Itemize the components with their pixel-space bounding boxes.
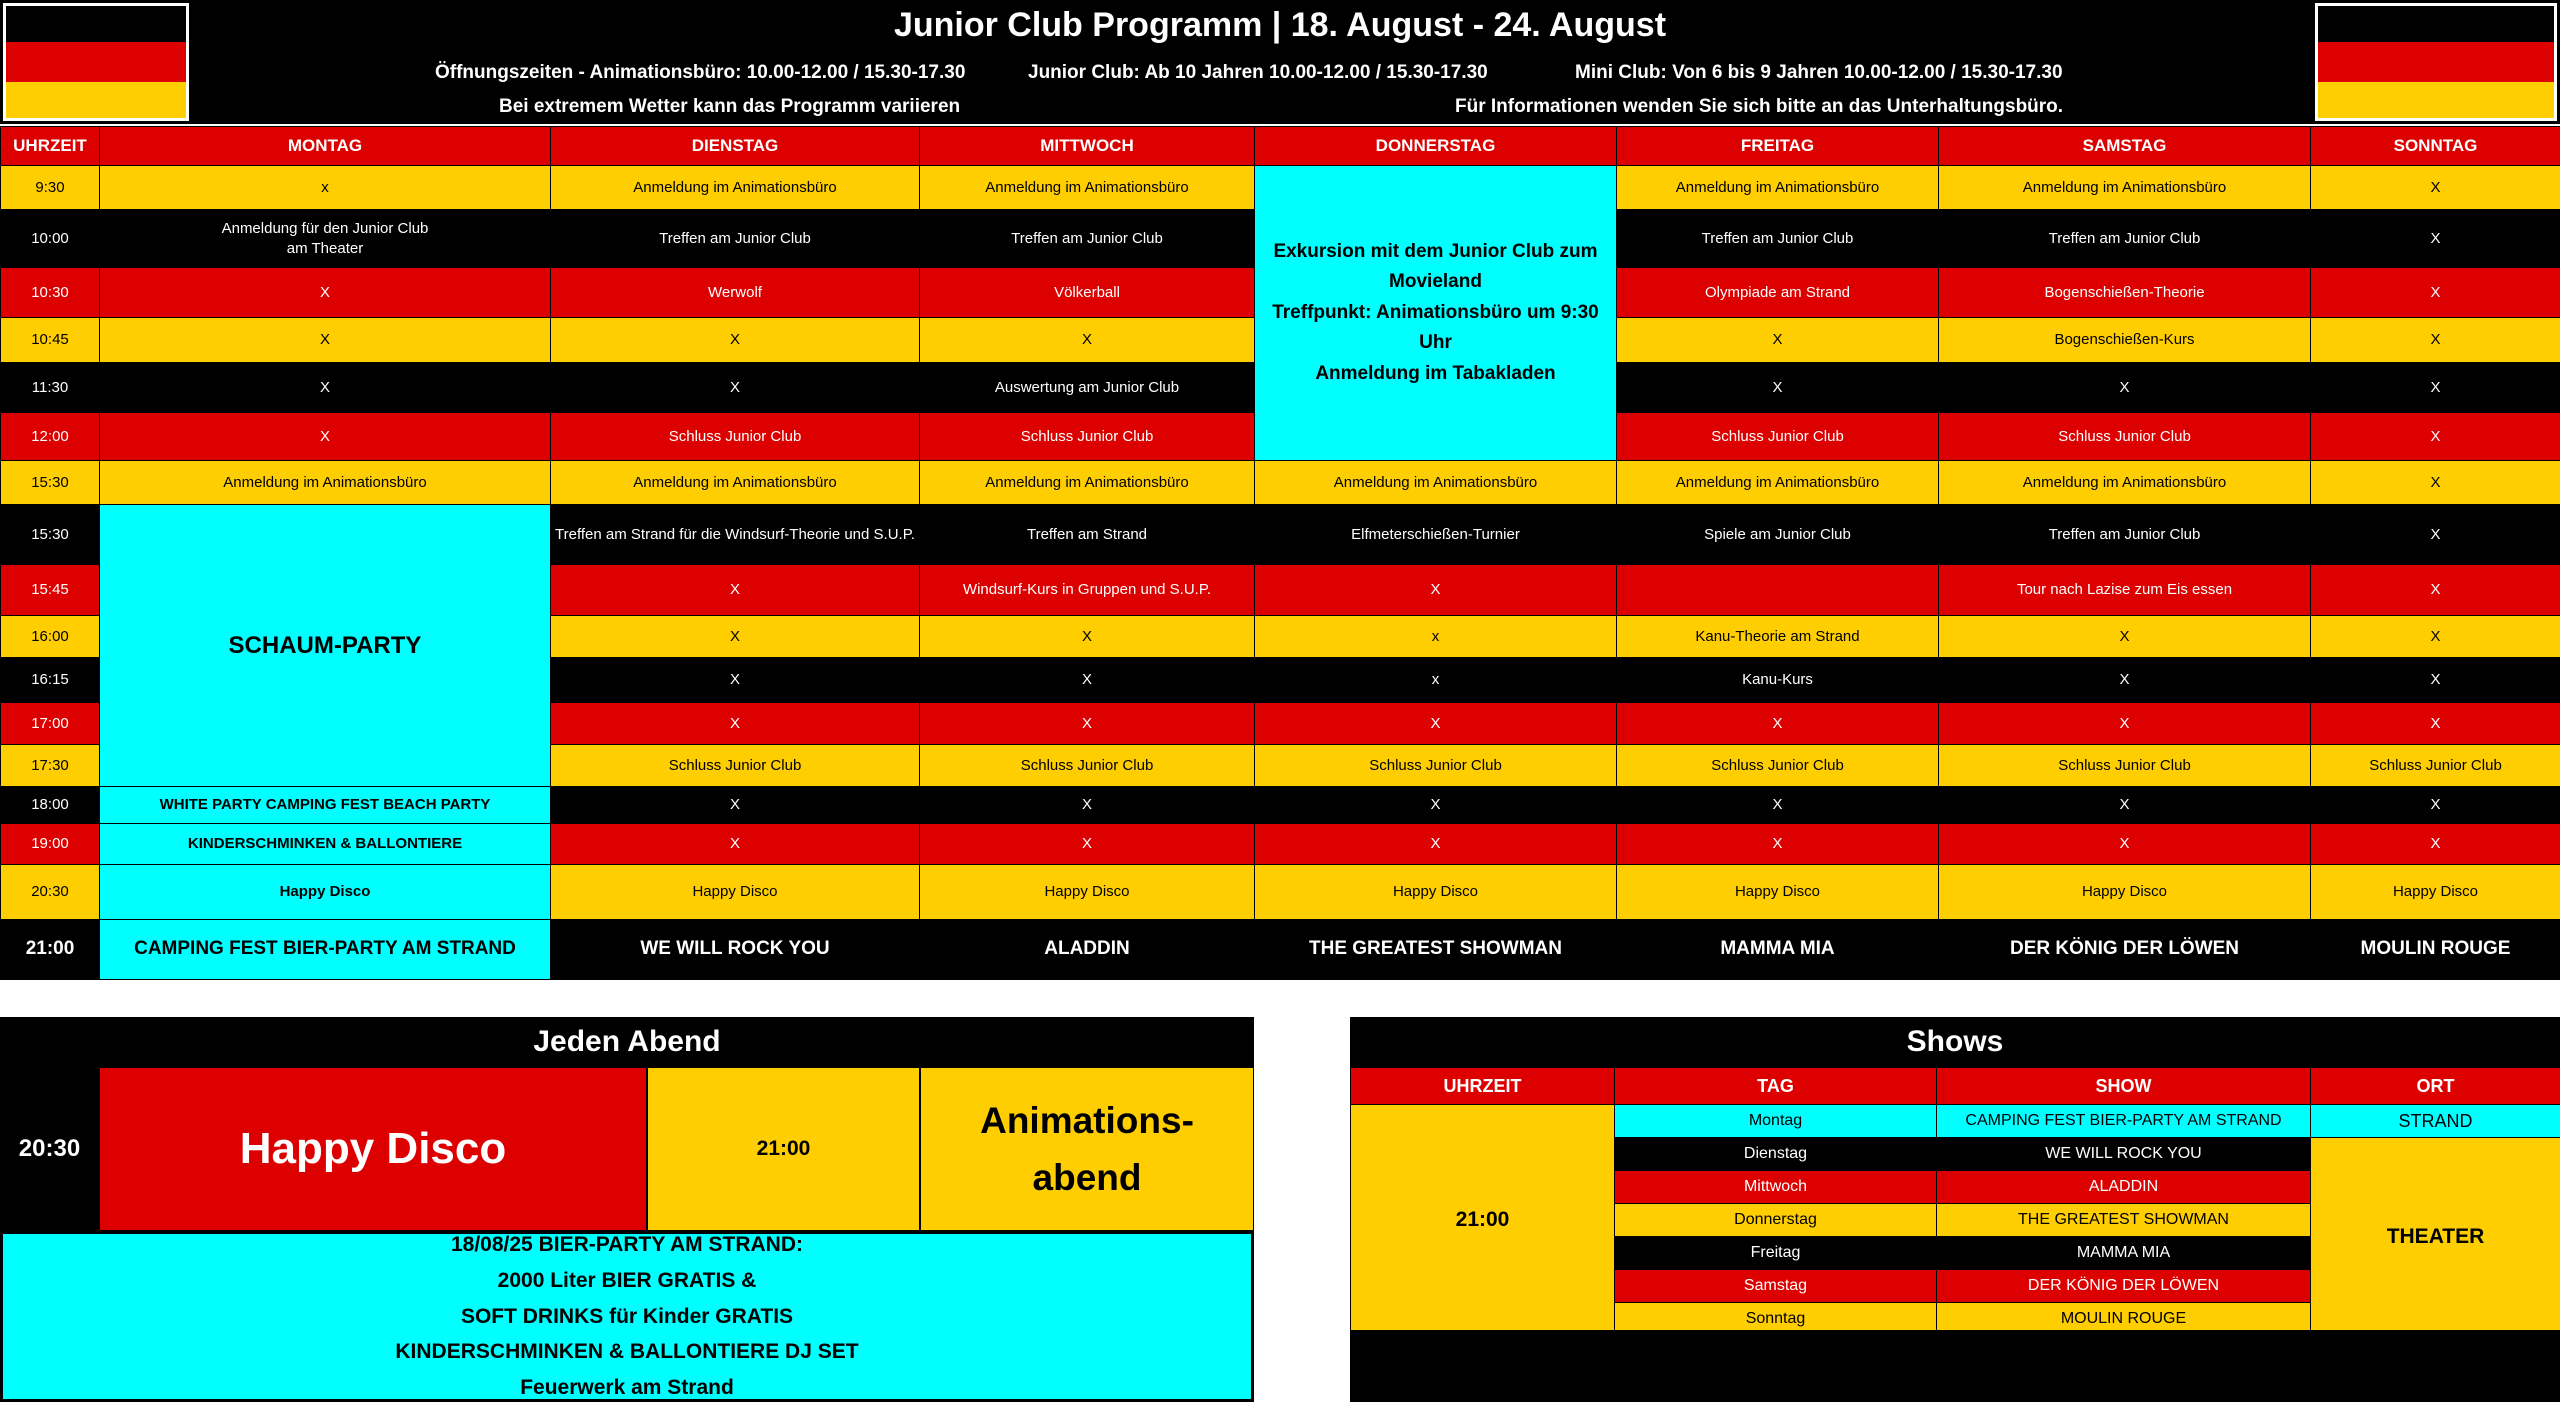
table-row [1, 865, 2560, 920]
header-mittwoch: MITTWOCH [920, 127, 1255, 166]
so-cell: X [2311, 565, 2560, 616]
header-samstag: SAMSTAG [1939, 127, 2311, 166]
mi-cell: Anmeldung im Animationsbüro [920, 166, 1255, 210]
di-cell: Anmeldung im Animationsbüro [551, 461, 920, 505]
so-cell: X [2311, 210, 2560, 268]
show-name: ALADDIN [1937, 1171, 2311, 1204]
mo-cell: x [100, 166, 551, 210]
show-name: THE GREATEST SHOWMAN [1937, 1204, 2311, 1237]
show-day: Freitag [1615, 1237, 1937, 1270]
show-day: Dienstag [1615, 1138, 1937, 1171]
time-cell: 18:00 [1, 787, 100, 824]
so-cell: X [2311, 268, 2560, 318]
show-name: DER KÖNIG DER LÖWEN [1937, 1270, 2311, 1303]
info-line: SOFT DRINKS für Kinder GRATIS [461, 1299, 793, 1335]
time-cell: 9:30 [1, 166, 100, 210]
camping-fest-cell: CAMPING FEST BIER-PARTY AM STRAND [100, 920, 551, 980]
mi-cell: Völkerball [920, 268, 1255, 318]
sa-show-cell: DER KÖNIG DER LÖWEN [1939, 920, 2311, 980]
sa-cell: Treffen am Junior Club [1939, 210, 2311, 268]
do-cell: X [1255, 703, 1617, 745]
happy-disco-cell: Happy Disco [100, 865, 551, 920]
jeden-abend-time2: 21:00 [647, 1067, 920, 1231]
fr-cell: Olympiade am Strand [1617, 268, 1939, 318]
show-day: Mittwoch [1615, 1171, 1937, 1204]
show-name: MAMMA MIA [1937, 1237, 2311, 1270]
excursion-line: Exkursion mit dem Junior Club zum Movieland [1273, 241, 1597, 292]
so-cell: X [2311, 703, 2560, 745]
schaum-party-cell: SCHAUM-PARTY [100, 505, 551, 787]
time-cell: 21:00 [1, 920, 100, 980]
mi-cell: Windsurf-Kurs in Gruppen und S.U.P. [920, 565, 1255, 616]
so-cell: Schluss Junior Club [2311, 745, 2560, 787]
mo-cell: Anmeldung für den Junior Club am Theater [100, 210, 551, 268]
time-cell: 17:00 [1, 703, 100, 745]
shows-table [1350, 1067, 2560, 1336]
time-cell: 11:30 [1, 363, 100, 413]
do-cell: Schluss Junior Club [1255, 745, 1617, 787]
page-title: Junior Club Programm | 18. August - 24. August [0, 6, 2560, 45]
table-row [1, 166, 2560, 210]
weather-note: Bei extremem Wetter kann das Programm variieren [499, 96, 960, 118]
do-cell: Happy Disco [1255, 865, 1617, 920]
sa-cell: X [1939, 824, 2311, 865]
info-line: 18/08/25 BIER-PARTY AM STRAND: [451, 1227, 803, 1263]
mi-cell: X [920, 824, 1255, 865]
show-day: Montag [1615, 1105, 1937, 1138]
mi-cell: X [920, 787, 1255, 824]
mo-cell: Anmeldung im Animationsbüro [100, 461, 551, 505]
white-party-cell: WHITE PARTY CAMPING FEST BEACH PARTY [100, 787, 551, 824]
table-row [1, 920, 2560, 980]
sa-cell: Anmeldung im Animationsbüro [1939, 166, 2311, 210]
mi-cell: X [920, 703, 1255, 745]
info-note: Für Informationen wenden Sie sich bitte an das Unterhaltungsbüro. [1455, 96, 2063, 118]
mi-cell: Anmeldung im Animationsbüro [920, 461, 1255, 505]
info-line: 2000 Liter BIER GRATIS & [498, 1263, 757, 1299]
di-show-cell: WE WILL ROCK YOU [551, 920, 920, 980]
mi-cell: Schluss Junior Club [920, 413, 1255, 461]
di-cell: X [551, 787, 920, 824]
shows-footer-band [1350, 1330, 2560, 1402]
opening-hours-junior: Junior Club: Ab 10 Jahren 10.00-12.00 / 15.30-17.30 [1028, 62, 1488, 84]
time-cell: 15:30 [1, 461, 100, 505]
jeden-abend-time: 20:30 [0, 1067, 99, 1231]
di-cell: Treffen am Junior Club [551, 210, 920, 268]
sa-cell: X [1939, 703, 2311, 745]
so-cell: Happy Disco [2311, 865, 2560, 920]
time-cell: 17:30 [1, 745, 100, 787]
mi-cell: Happy Disco [920, 865, 1255, 920]
shows-header-row [1351, 1068, 2560, 1105]
mo-cell: X [100, 413, 551, 461]
time-cell: 15:30 [1, 505, 100, 565]
table-row [1351, 1105, 2560, 1138]
di-cell: X [551, 363, 920, 413]
opening-hours-anim: Öffnungszeiten - Animationsbüro: 10.00-12.00 / 15.30-17.30 [435, 62, 965, 84]
sa-cell: Anmeldung im Animationsbüro [1939, 461, 2311, 505]
sa-cell: X [1939, 616, 2311, 658]
jeden-abend-animationsabend: Animations- abend [920, 1067, 1254, 1231]
di-cell: X [551, 658, 920, 703]
kinderschminken-cell: KINDERSCHMINKEN & BALLONTIERE [100, 824, 551, 865]
jeden-abend-happy-disco: Happy Disco [99, 1067, 647, 1231]
sa-cell: Schluss Junior Club [1939, 745, 2311, 787]
so-cell: X [2311, 616, 2560, 658]
fr-cell: Happy Disco [1617, 865, 1939, 920]
info-line: KINDERSCHMINKEN & BALLONTIERE DJ SET [395, 1334, 858, 1370]
so-cell: X [2311, 363, 2560, 413]
shows-title: Shows [1350, 1017, 2560, 1067]
di-cell: Anmeldung im Animationsbüro [551, 166, 920, 210]
fr-cell: X [1617, 363, 1939, 413]
show-location-strand: STRAND [2311, 1105, 2560, 1138]
header-montag: MONTAG [100, 127, 551, 166]
excursion-cell [1255, 166, 1617, 461]
di-cell: X [551, 616, 920, 658]
fr-cell: X [1617, 318, 1939, 363]
fr-show-cell: MAMMA MIA [1617, 920, 1939, 980]
so-cell: X [2311, 318, 2560, 363]
table-row [1, 461, 2560, 505]
mo-cell: X [100, 268, 551, 318]
jeden-abend-title: Jeden Abend [0, 1017, 1254, 1067]
sa-cell: X [1939, 363, 2311, 413]
sa-cell: X [1939, 787, 2311, 824]
fr-cell: Schluss Junior Club [1617, 413, 1939, 461]
fr-cell: X [1617, 787, 1939, 824]
fr-cell: Kanu-Theorie am Strand [1617, 616, 1939, 658]
so-show-cell: MOULIN ROUGE [2311, 920, 2560, 980]
fr-cell: Kanu-Kurs [1617, 658, 1939, 703]
mi-cell: X [920, 318, 1255, 363]
mi-cell: Schluss Junior Club [920, 745, 1255, 787]
so-cell: X [2311, 461, 2560, 505]
so-cell: X [2311, 658, 2560, 703]
di-cell: Happy Disco [551, 865, 920, 920]
header-dienstag: DIENSTAG [551, 127, 920, 166]
show-day: Donnerstag [1615, 1204, 1937, 1237]
header-sonntag: SONNTAG [2311, 127, 2560, 166]
sa-cell: Happy Disco [1939, 865, 2311, 920]
so-cell: X [2311, 166, 2560, 210]
weekly-schedule-table [0, 126, 2560, 980]
do-cell: x [1255, 616, 1617, 658]
sa-cell: Tour nach Lazise zum Eis essen [1939, 565, 2311, 616]
di-cell: Schluss Junior Club [551, 413, 920, 461]
table-row [1, 505, 2560, 565]
mo-cell: X [100, 363, 551, 413]
mi-show-cell: ALADDIN [920, 920, 1255, 980]
info-line: Feuerwerk am Strand [520, 1370, 734, 1406]
fr-cell: Anmeldung im Animationsbüro [1617, 166, 1939, 210]
time-cell: 10:45 [1, 318, 100, 363]
shows-header-ort: ORT [2311, 1068, 2560, 1105]
show-day: Samstag [1615, 1270, 1937, 1303]
di-cell: Werwolf [551, 268, 920, 318]
table-header-row [1, 127, 2560, 166]
fr-cell: Anmeldung im Animationsbüro [1617, 461, 1939, 505]
di-cell: Treffen am Strand für die Windsurf-Theorie und S.U.P. [551, 505, 920, 565]
shows-header-show: SHOW [1937, 1068, 2311, 1105]
program-header [0, 0, 2560, 124]
opening-hours-mini: Mini Club: Von 6 bis 9 Jahren 10.00-12.00 / 15.30-17.30 [1575, 62, 2063, 84]
do-cell: Elfmeterschießen-Turnier [1255, 505, 1617, 565]
show-name: MOULIN ROUGE [1937, 1303, 2311, 1336]
mi-cell: Treffen am Strand [920, 505, 1255, 565]
so-cell: X [2311, 824, 2560, 865]
header-uhrzeit: UHRZEIT [1, 127, 100, 166]
mi-cell: X [920, 616, 1255, 658]
di-cell: X [551, 703, 920, 745]
sa-cell: Bogenschießen-Kurs [1939, 318, 2311, 363]
table-row [1, 787, 2560, 824]
time-cell: 16:00 [1, 616, 100, 658]
mi-cell: X [920, 658, 1255, 703]
time-cell: 20:30 [1, 865, 100, 920]
header-freitag: FREITAG [1617, 127, 1939, 166]
bier-party-info [0, 1231, 1254, 1402]
mo-cell: X [100, 318, 551, 363]
di-cell: Schluss Junior Club [551, 745, 920, 787]
so-cell: X [2311, 787, 2560, 824]
do-cell: X [1255, 824, 1617, 865]
so-cell: X [2311, 505, 2560, 565]
sa-cell: X [1939, 658, 2311, 703]
show-name: CAMPING FEST BIER-PARTY AM STRAND [1937, 1105, 2311, 1138]
shows-time: 21:00 [1351, 1105, 1615, 1336]
fr-cell: X [1617, 703, 1939, 745]
show-location-theater: THEATER [2311, 1138, 2560, 1336]
do-show-cell: THE GREATEST SHOWMAN [1255, 920, 1617, 980]
do-cell: X [1255, 565, 1617, 616]
do-cell: X [1255, 787, 1617, 824]
shows-header-uhrzeit: UHRZEIT [1351, 1068, 1615, 1105]
di-cell: X [551, 824, 920, 865]
sa-cell: Bogenschießen-Theorie [1939, 268, 2311, 318]
excursion-line: Anmeldung im Tabakladen [1315, 363, 1555, 384]
so-cell: X [2311, 413, 2560, 461]
fr-cell: Schluss Junior Club [1617, 745, 1939, 787]
time-cell: 16:15 [1, 658, 100, 703]
time-cell: 15:45 [1, 565, 100, 616]
time-cell: 10:00 [1, 210, 100, 268]
show-day: Sonntag [1615, 1303, 1937, 1336]
fr-cell: X [1617, 824, 1939, 865]
shows-header-tag: TAG [1615, 1068, 1937, 1105]
do-cell: Anmeldung im Animationsbüro [1255, 461, 1617, 505]
sa-cell: Treffen am Junior Club [1939, 505, 2311, 565]
show-name: WE WILL ROCK YOU [1937, 1138, 2311, 1171]
table-row [1, 824, 2560, 865]
time-cell: 12:00 [1, 413, 100, 461]
mi-cell: Treffen am Junior Club [920, 210, 1255, 268]
sa-cell: Schluss Junior Club [1939, 413, 2311, 461]
fr-cell: Spiele am Junior Club [1617, 505, 1939, 565]
do-cell: x [1255, 658, 1617, 703]
fr-cell: Treffen am Junior Club [1617, 210, 1939, 268]
time-cell: 10:30 [1, 268, 100, 318]
di-cell: X [551, 565, 920, 616]
time-cell: 19:00 [1, 824, 100, 865]
excursion-line: Treffpunkt: Animationsbüro um 9:30 Uhr [1272, 302, 1599, 353]
di-cell: X [551, 318, 920, 363]
mi-cell: Auswertung am Junior Club [920, 363, 1255, 413]
header-donnerstag: DONNERSTAG [1255, 127, 1617, 166]
fr-cell [1617, 565, 1939, 616]
